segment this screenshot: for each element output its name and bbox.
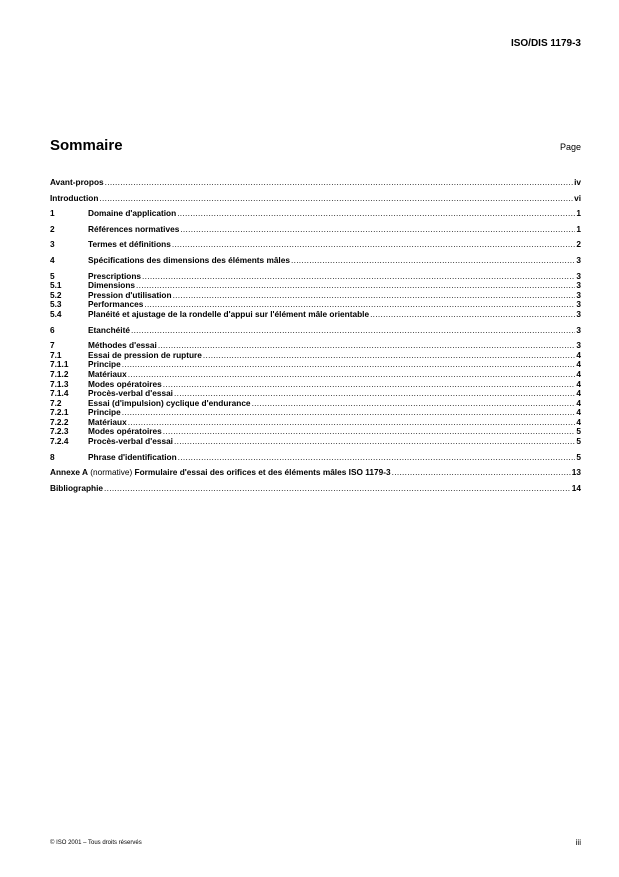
- toc-entry-page: 3: [576, 254, 581, 265]
- copyright-notice: © ISO 2001 – Tous droits réservés: [50, 840, 142, 846]
- toc-leader-dots: [174, 437, 575, 447]
- toc-entry-page: 4: [576, 368, 581, 379]
- toc-entry-page: 4: [576, 378, 581, 389]
- title-row: [50, 137, 581, 154]
- toc-entry[interactable]: [50, 399, 581, 409]
- toc-entry-number: 5.1: [50, 280, 62, 291]
- toc-leader-dots: [128, 370, 576, 380]
- toc-entry[interactable]: [50, 468, 581, 478]
- table-of-contents: [50, 178, 581, 493]
- toc-entry-annex-type: (normative): [87, 467, 135, 478]
- toc-entry-page: 3: [576, 270, 581, 281]
- toc-entry-number: 4: [50, 254, 55, 265]
- toc-entry-title-part: Formulaire d'essai des orifices et des éléments mâles ISO 1179-3: [134, 467, 391, 478]
- toc-entry-number: 1: [50, 208, 55, 219]
- toc-entry-number: 7.2.4: [50, 436, 69, 447]
- toc-entry-page: 5: [576, 426, 581, 437]
- toc-entry-title: Spécifications des dimensions des éléments mâles: [88, 254, 290, 265]
- toc-entry-title: Essai de pression de rupture: [88, 349, 202, 360]
- toc-entry-number: 8: [50, 451, 55, 462]
- toc-entry[interactable]: [50, 194, 581, 204]
- toc-entry-page: 4: [576, 388, 581, 399]
- toc-entry-number: 7.1.4: [50, 388, 69, 399]
- toc-entry-number: 7.1.1: [50, 359, 69, 370]
- toc-leader-dots: [99, 194, 573, 204]
- toc-entry[interactable]: [50, 437, 581, 447]
- toc-entry-page: 3: [576, 299, 581, 310]
- toc-entry-number: 5: [50, 270, 55, 281]
- toc-entry[interactable]: [50, 351, 581, 361]
- toc-leader-dots: [122, 408, 576, 418]
- toc-entry[interactable]: [50, 240, 581, 250]
- toc-entry-number: 7.2.1: [50, 407, 69, 418]
- toc-leader-dots: [142, 272, 575, 282]
- toc-entry-title: Introduction: [50, 192, 99, 203]
- toc-entry-title: Avant-propos: [50, 177, 104, 187]
- toc-entry-title: Méthodes d'essai: [88, 340, 157, 351]
- toc-entry-page: 4: [576, 359, 581, 370]
- toc-entry-number: 7.1: [50, 349, 62, 360]
- toc-entry-page: 3: [576, 280, 581, 291]
- toc-entry-title: Prescriptions: [88, 270, 142, 281]
- toc-leader-dots: [163, 380, 576, 390]
- document-id: ISO/DIS 1179-3: [510, 38, 581, 49]
- toc-entry-title: Matériaux: [88, 416, 127, 427]
- page-column-label: Page: [559, 142, 581, 152]
- toc-entry-title: Principe: [88, 407, 121, 418]
- toc-entry-title-part: Annexe A: [50, 467, 88, 478]
- toc-entry-number: 7.1.3: [50, 378, 69, 389]
- toc-leader-dots: [180, 225, 575, 235]
- toc-entry[interactable]: [50, 256, 581, 266]
- toc-entry-page: 4: [576, 407, 581, 418]
- toc-entry-page: 3: [576, 289, 581, 300]
- toc-entry[interactable]: [50, 178, 581, 188]
- toc-entry-title: Termes et définitions: [88, 239, 171, 250]
- toc-leader-dots: [177, 209, 575, 219]
- toc-leader-dots: [252, 399, 576, 409]
- toc-entry[interactable]: [50, 310, 581, 320]
- toc-entry-page: 5: [576, 451, 581, 462]
- toc-leader-dots: [131, 326, 575, 336]
- toc-entry-number: 7: [50, 340, 55, 351]
- toc-entry-number: 7.2.2: [50, 416, 69, 427]
- toc-entry-title: Performances: [88, 299, 144, 310]
- toc-entry-number: 2: [50, 223, 55, 234]
- toc-entry-title: Références normatives: [88, 223, 180, 234]
- toc-leader-dots: [172, 240, 576, 250]
- toc-entry-page: 13: [571, 467, 581, 478]
- toc-entry-title: Modes opératoires: [88, 378, 162, 389]
- toc-entry-title: Etanchéité: [88, 324, 130, 335]
- page-number: iii: [575, 838, 581, 847]
- toc-leader-dots: [163, 427, 576, 437]
- toc-entry-page: 1: [576, 208, 581, 219]
- toc-entry-title: Matériaux: [88, 368, 127, 379]
- toc-entry-page: vi: [574, 192, 581, 203]
- toc-entry-number: 3: [50, 239, 55, 250]
- toc-leader-dots: [104, 484, 571, 494]
- toc-entry[interactable]: [50, 453, 581, 463]
- toc-entry-title: [50, 468, 391, 478]
- toc-leader-dots: [291, 256, 575, 266]
- toc-entry[interactable]: [50, 484, 581, 494]
- toc-leader-dots: [105, 178, 573, 188]
- toc-leader-dots: [128, 418, 576, 428]
- toc-entry-page: 2: [576, 239, 581, 250]
- toc-entry-page: 4: [576, 416, 581, 427]
- toc-leader-dots: [203, 351, 575, 361]
- toc-entry[interactable]: [50, 225, 581, 235]
- toc-entry-page: 3: [576, 340, 581, 351]
- toc-entry[interactable]: [50, 326, 581, 336]
- toc-entry-page: 4: [576, 349, 581, 360]
- toc-entry-page: 3: [576, 308, 581, 319]
- toc-entry-number: 5.4: [50, 308, 62, 319]
- toc-entry-page: 14: [571, 482, 581, 493]
- toc-entry-title: Planéité et ajustage de la rondelle d'appui sur l'élément mâle orientable: [88, 308, 370, 319]
- toc-entry-page: 5: [576, 436, 581, 447]
- toc-entry-page: iv: [574, 177, 581, 187]
- toc-entry-page: 1: [576, 223, 581, 234]
- toc-entry-title: Essai (d'impulsion) cyclique d'endurance: [88, 397, 251, 408]
- page-title: Sommaire: [50, 137, 123, 154]
- toc-entry-title: Dimensions: [88, 280, 136, 291]
- toc-entry-number: 7.2: [50, 397, 62, 408]
- toc-leader-dots: [392, 468, 571, 478]
- toc-leader-dots: [370, 310, 575, 320]
- toc-leader-dots: [136, 281, 575, 291]
- toc-entry-title: Phrase d'identification: [88, 451, 177, 462]
- toc-entry-title: Bibliographie: [50, 482, 104, 493]
- toc-entry[interactable]: [50, 408, 581, 418]
- toc-leader-dots: [122, 360, 576, 370]
- toc-entry-title: Principe: [88, 359, 121, 370]
- toc-entry-title: Pression d'utilisation: [88, 289, 172, 300]
- toc-entry-number: 6: [50, 324, 55, 335]
- toc-entry-title: Modes opératoires: [88, 426, 162, 437]
- toc-entry-number: 7.1.2: [50, 368, 69, 379]
- toc-entry-title: Domaine d'application: [88, 208, 177, 219]
- toc-entry-page: 4: [576, 397, 581, 408]
- toc-leader-dots: [173, 291, 576, 301]
- toc-entry[interactable]: [50, 209, 581, 219]
- toc-entry-page: 3: [576, 324, 581, 335]
- toc-entry-number: 7.2.3: [50, 426, 69, 437]
- toc-entry-number: 5.2: [50, 289, 62, 300]
- toc-entry-title: Procès-verbal d'essai: [88, 436, 173, 447]
- toc-entry-title: Procès-verbal d'essai: [88, 388, 173, 399]
- toc-entry[interactable]: [50, 360, 581, 370]
- toc-entry-number: 5.3: [50, 299, 62, 310]
- toc-leader-dots: [158, 341, 576, 351]
- toc-leader-dots: [178, 453, 576, 463]
